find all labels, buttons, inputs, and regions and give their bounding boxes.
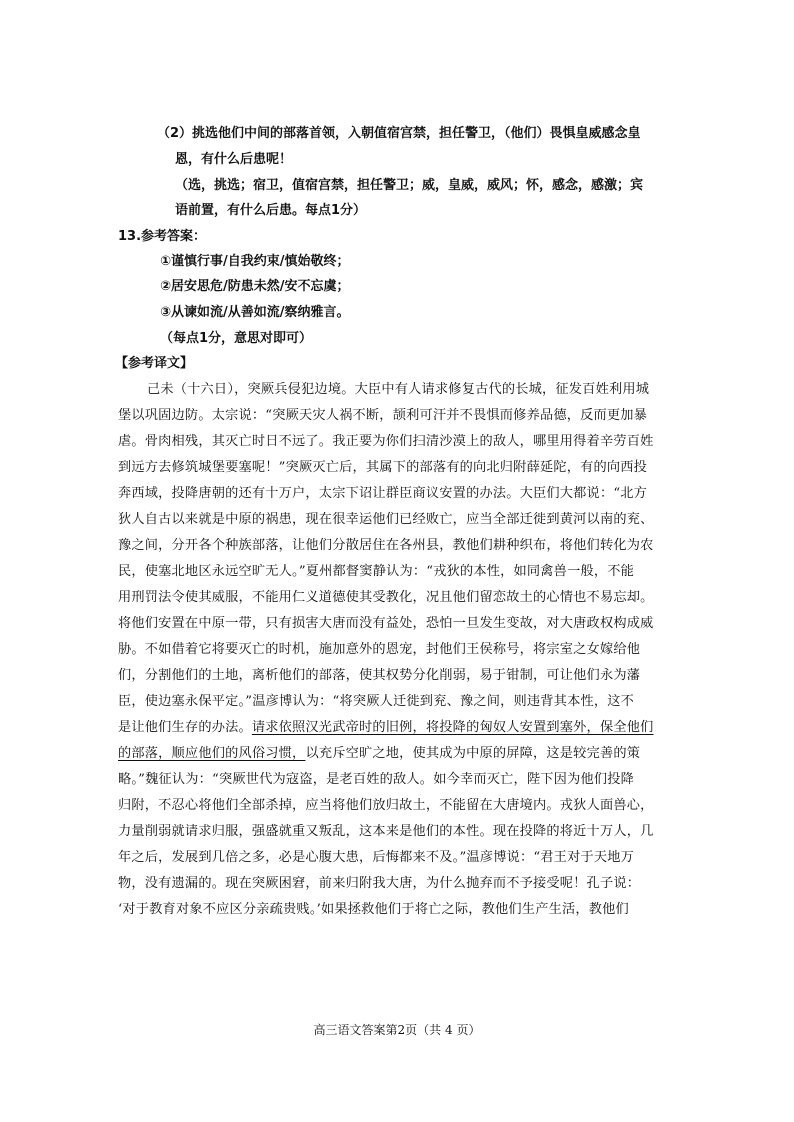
answer-2-line-2: 恩，有什么后患呢！ bbox=[175, 152, 293, 167]
translation-line: 归附，不忍心将他们全部杀掉，应当将他们放归故土，不能留在大唐境内。戎狄人面兽心， bbox=[118, 798, 654, 813]
scoring-note-line-1: （选，挑选；宿卫，值宿宫禁，担任警卫；威，皇威，威风；怀，感念，感激；宾 bbox=[175, 178, 644, 193]
question-13-title: 13.参考答案： bbox=[118, 229, 207, 244]
translation-line: 力量削弱就请求归服，强盛就重又叛乱，这本来是他们的本性。现在投降的将近十万人，几 bbox=[118, 824, 654, 839]
translation-line: 年之后，发展到几倍之多，必是心腹大患，后悔都来不及。”温彦博说：“君王对于天地万 bbox=[118, 850, 635, 865]
q13-answer-2: ②居安思危/防患未然/安不忘虞； bbox=[160, 279, 350, 294]
page-footer: 高三语文答案第2页（共 4 页） bbox=[313, 1023, 481, 1037]
q13-scoring-note: （每点1分，意思对即可） bbox=[160, 331, 313, 346]
answer-2-line-1: （2）挑选他们中间的部落首领，入朝值宿宫禁，担任警卫，（他们）畏惧皇威感念皇 bbox=[157, 126, 641, 141]
translation-line: ‘对于教育对象不应区分亲疏贵贱。’如果拯救他们于将亡之际，教他们生产生活，教他们 bbox=[118, 902, 629, 917]
q13-answer-3: ③从谏如流/从善如流/察纳雅言。 bbox=[160, 305, 350, 320]
translation-line: 己未（十六日），突厥兵侵犯边境。大臣中有人请求修复古代的长城，征发百姓利用城 bbox=[147, 382, 650, 397]
translation-line: 奔西域，投降唐朝的还有十万户，太宗下诏让群臣商议安置的办法。大臣们大都说：“北方 bbox=[118, 486, 648, 501]
translation-line: 用刑罚法令使其威服，不能用仁义道德使其受教化，况且他们留恋故土的心情也不易忘却。 bbox=[118, 590, 654, 605]
translation-line: 虐。骨肉相残，其灭亡时日不远了。我正要为你们扫清沙漠上的敌人，哪里用得着辛劳百姓 bbox=[118, 434, 654, 449]
translation-line: 物，没有遗漏的。现在突厥困窘，前来归附我大唐，为什么抛弃而不予接受呢！孔子说： bbox=[118, 876, 641, 891]
translation-line: 们，分割他们的土地，离析他们的部落，使其权势分化削弱，易于钳制，可让他们永为藩 bbox=[118, 668, 641, 683]
translation-line: 到远方去修筑城堡要塞呢！”突厥灭亡后，其属下的部落有的向北归附薛延陀，有的向西投 bbox=[118, 460, 648, 475]
underlined-key-sentence: 的部落，顺应他们的风俗习惯， bbox=[118, 746, 306, 761]
translation-text: 以充斥空旷之地，使其成为中原的屏障，这是较完善的策 bbox=[305, 746, 641, 761]
translation-line: 豫之间，分开各个种族部落，让他们分散居住在各州县，教他们耕种织布，将他们转化为农 bbox=[118, 538, 654, 553]
q13-answer-1: ①谨慎行事/自我约束/慎始敬终； bbox=[160, 254, 350, 269]
translation-line-underlined-end bbox=[118, 744, 640, 763]
translation-line: 略。”魏征认为：“突厥世代为寇盗，是老百姓的敌人。如今幸而灭亡，陛下因为他们投降 bbox=[118, 772, 635, 787]
translation-text: 是让他们生存的办法。 bbox=[118, 720, 252, 735]
translation-line: 狄人自古以来就是中原的祸患，现在很幸运他们已经败亡，应当全部迁徙到黄河以南的兖、 bbox=[118, 512, 654, 527]
translation-line: 将他们安置在中原一带，只有损害大唐而没有益处，恐怕一旦发生变故，对大唐政权构成威 bbox=[118, 616, 654, 631]
translation-line: 胁。不如借着它将要灭亡的时机，施加意外的恩宠，封他们王侯称号，将宗室之女嫁给他 bbox=[118, 642, 641, 657]
scoring-note-line-2: 语前置，有什么后患。每点1分） bbox=[175, 203, 367, 218]
translation-line: 堡以巩固边防。太宗说：“突厥天灾人祸不断，颉利可汗并不畏惧而修养品德，反而更加暴 bbox=[118, 408, 648, 423]
underlined-key-sentence: 请求依照汉光武帝时的旧例，将投降的匈奴人安置到塞外，保全他们 bbox=[251, 720, 654, 735]
translation-heading: 【参考译文】 bbox=[115, 356, 194, 371]
translation-line: 民，使塞北地区永远空旷无人。”夏州都督窦静认为：“戎狄的本性，如同禽兽一般，不能 bbox=[118, 564, 635, 579]
translation-line: 臣，使边塞永保平定。”温彦博认为：“将突厥人迁徙到兖、豫之间，则违背其本性，这不 bbox=[118, 694, 635, 709]
translation-line-underlined-start bbox=[118, 718, 654, 737]
